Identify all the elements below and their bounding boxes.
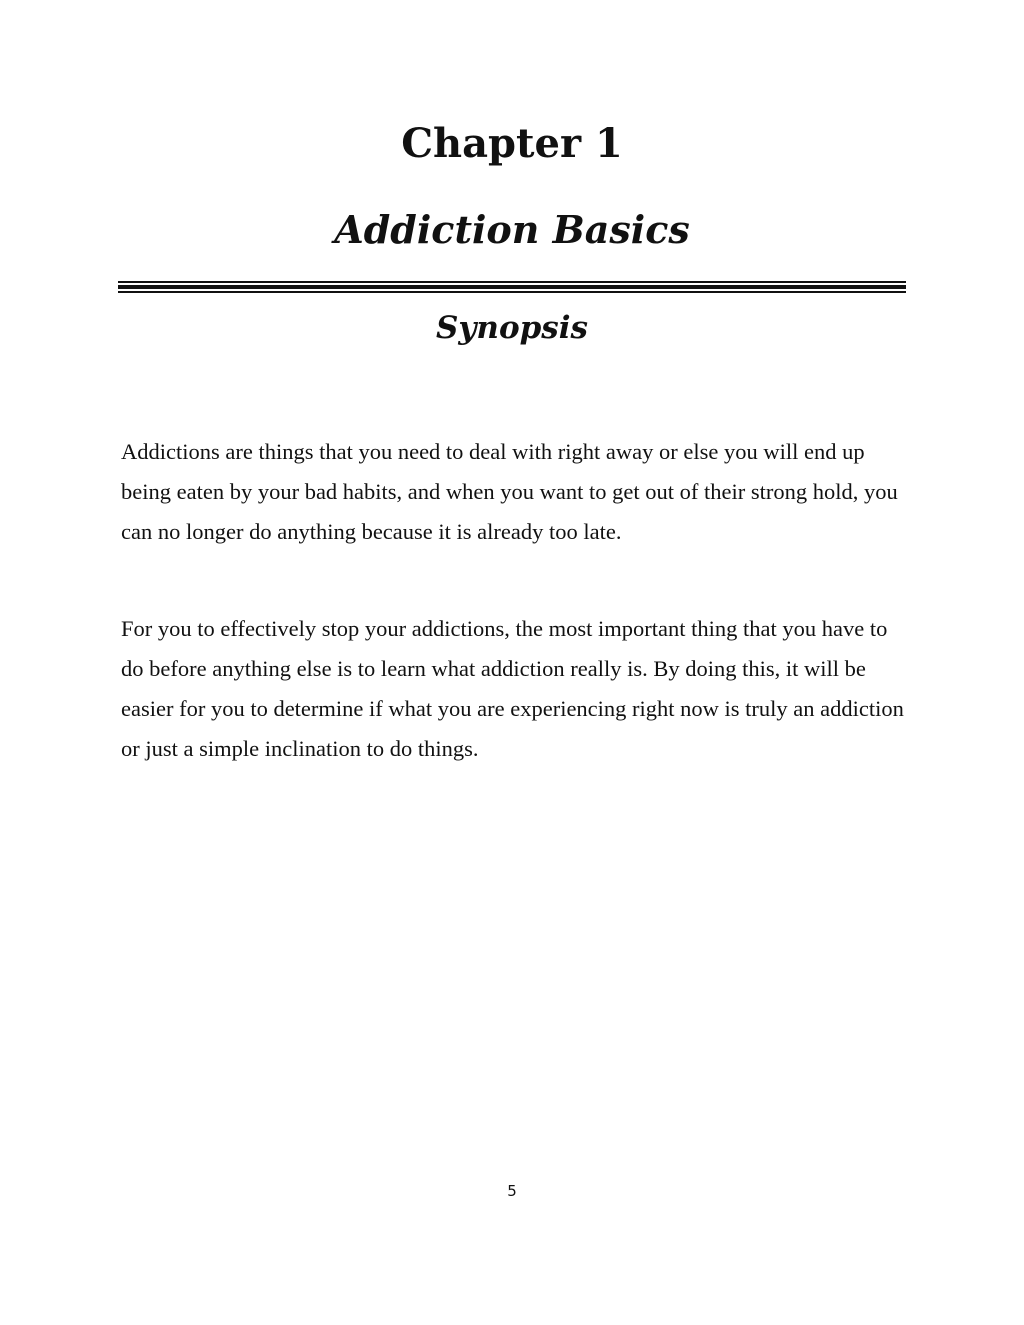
chapter-label: Chapter 1 [401, 120, 623, 167]
title-divider [118, 281, 906, 293]
divider-line-middle [118, 285, 906, 289]
chapter-title: Addiction Basics [334, 207, 690, 252]
body-paragraph-2: For you to effectively stop your addictions, the most important thing that you have to do before anything else is to learn what addiction really is. By doing this, it will be easier for you to determine if what you are experiencing right now is truly an addiction or just a simple inclination to do things. [121, 616, 904, 761]
divider-line-bottom [118, 291, 906, 293]
divider-line-top [118, 281, 906, 283]
section-title: Synopsis [436, 310, 588, 346]
page-number: 5 [507, 1182, 517, 1200]
body-paragraph-1: Addictions are things that you need to deal with right away or else you will end up being eaten by your bad habits, and when you want to get out of their strong hold, you can no longer do anything because it is already too late. [121, 439, 898, 544]
